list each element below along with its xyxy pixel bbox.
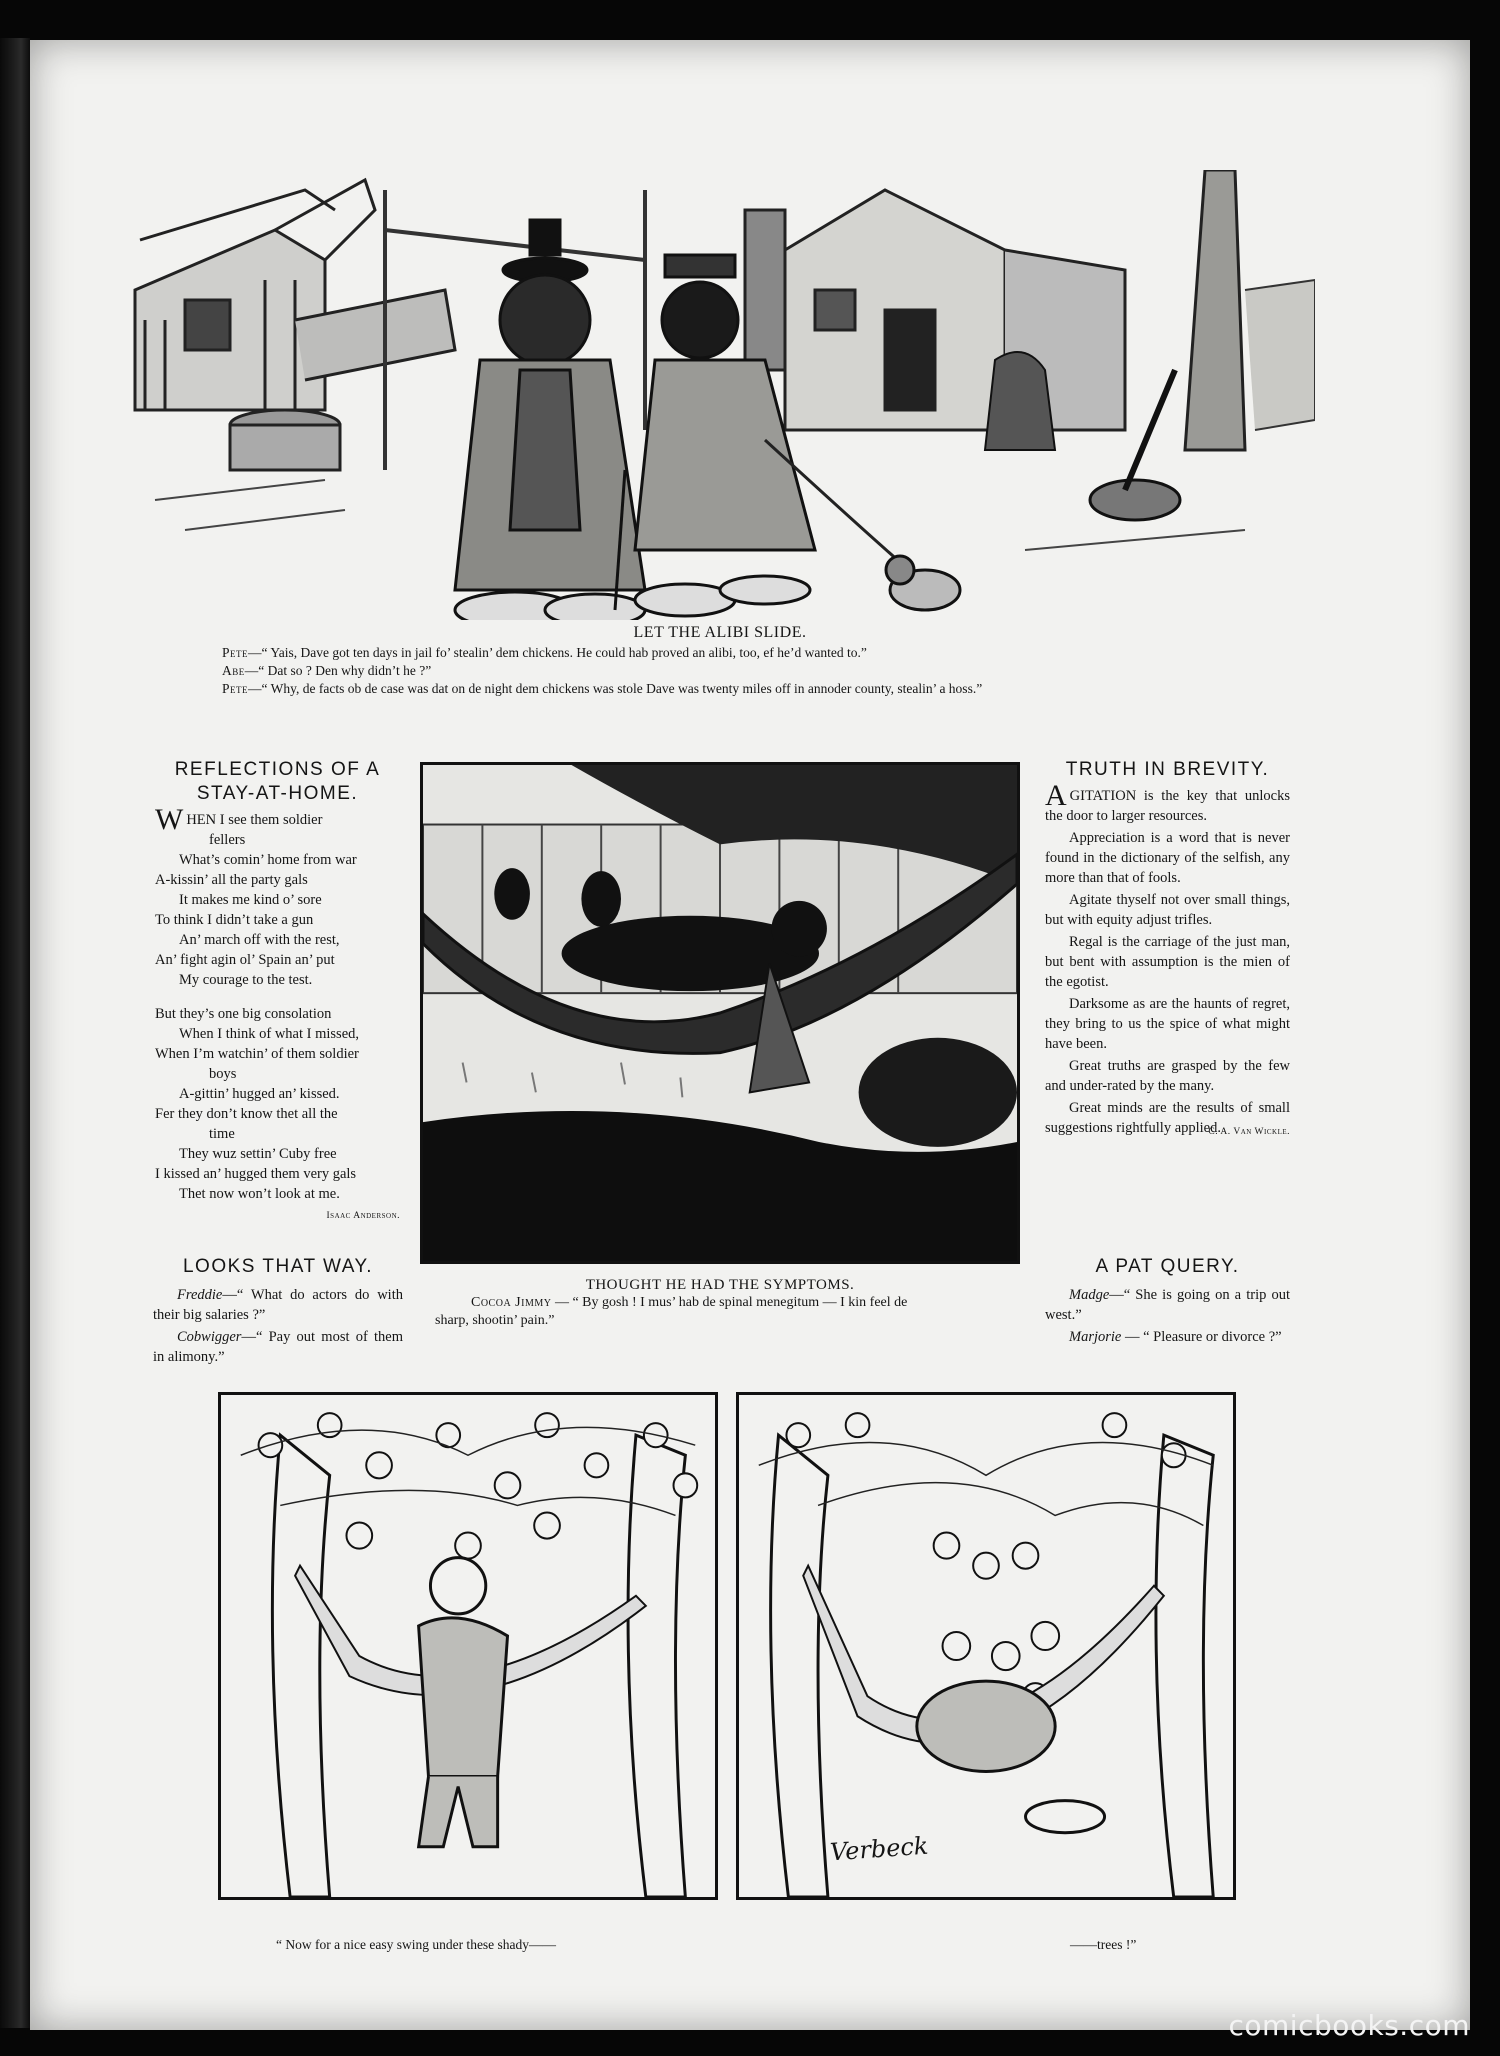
pat-text: — “ Pleasure or divorce ?” — [1121, 1329, 1282, 1345]
truth-paragraph: Appreciation is a word that is never found in the dictionary of the selfish, any more than that of fools. — [1045, 830, 1290, 886]
apple-tree-panel-left — [218, 1392, 718, 1900]
apple-tree-panel-right — [736, 1392, 1236, 1900]
truth-first-para — [1045, 779, 1290, 826]
truth-in-brevity-column — [1045, 758, 1290, 1142]
looks-line-1 — [153, 1285, 403, 1325]
truth-title: TRUTH IN BREVITY. — [1065, 759, 1270, 780]
poem-first-text: HEN I see them soldier — [186, 812, 323, 828]
poem-line: What’s comin’ home from war — [179, 852, 357, 868]
poem-first-line — [155, 803, 400, 836]
poem-title-line-1: REFLECTIONS OF A — [174, 759, 381, 780]
poem-line: But they’s one big consolation — [155, 1006, 332, 1022]
pat-line-1 — [1045, 1285, 1290, 1325]
pat-line-2 — [1045, 1327, 1290, 1347]
poem-line: When I’m watchin’ of them soldier — [155, 1046, 359, 1062]
poem-line: time — [209, 1126, 235, 1142]
looks-text: —“ What do actors do with their big salaries ?” — [153, 1287, 403, 1323]
speaker-name: Marjorie — [1069, 1329, 1122, 1345]
magazine-page — [30, 40, 1470, 2030]
poem-line: A-kissin’ all the party gals — [155, 872, 308, 888]
speaker-name: Cocoa Jimmy — [471, 1295, 552, 1310]
pat-title: A PAT QUERY. — [1095, 1256, 1240, 1277]
poem-stanza-2 — [155, 1004, 400, 1204]
poem-line: An’ march off with the rest, — [179, 932, 340, 948]
artist-signature: Verbeck — [829, 1831, 930, 1867]
bottom-caption-right: ——trees !” — [1070, 1937, 1137, 1952]
dialogue-line — [435, 1294, 1025, 1312]
bottom-caption-left: “ Now for a nice easy swing under these shady—— — [276, 1937, 557, 1952]
truth-author: C. A. Van Wickle. — [1208, 1127, 1290, 1137]
poem-line: Fer they don’t know thet all the — [155, 1106, 338, 1122]
alibi-cartoon-title: LET THE ALIBI SLIDE. — [633, 624, 807, 641]
left-column — [155, 758, 400, 1226]
poem-line: fellers — [209, 832, 246, 848]
truth-paragraph: Great minds are the results of small suggestions rightfully applied. — [1045, 1100, 1290, 1136]
truth-paragraph: Agitate thyself not over small things, but with equity adjust trifles. — [1045, 892, 1290, 928]
poem-dropcap: W — [155, 803, 184, 836]
poem-line: boys — [209, 1066, 237, 1082]
poem-author: Isaac Anderson. — [326, 1211, 400, 1221]
dialogue-line — [222, 680, 1322, 698]
truth-first-text: GITATION is the key that unlocks the door to larger resources. — [1045, 788, 1290, 824]
pat-text: —“ She is going on a trip out west.” — [1045, 1287, 1290, 1323]
dialogue-text: —“ Why, de facts ob de case was dat on de night dem chickens was stole Dave was twenty miles off in annoder county, stealin’ a hoss.” — [248, 681, 983, 696]
dialogue-text: —“ Dat so ? Den why didn’t he ?” — [244, 663, 432, 678]
a-pat-query-column — [1045, 1255, 1290, 1349]
poem-title — [155, 758, 400, 806]
book-binding-edge — [0, 38, 30, 2028]
truth-paragraph: Regal is the carriage of the just man, but bent with assumption is the mien of the egotist. — [1045, 934, 1290, 990]
poem-line: When I think of what I missed, — [179, 1026, 360, 1042]
truth-dropcap: A — [1045, 779, 1067, 812]
hammock-cartoon-title: THOUGHT HE HAD THE SYMPTOMS. — [585, 1277, 855, 1293]
dialogue-text: —“ Yais, Dave got ten days in jail fo’ stealin’ dem chickens. He could hab proved an alibi, too, ef he’d wanted to.” — [248, 645, 867, 660]
dialogue-line — [222, 662, 1322, 680]
poem-line: They wuz settin’ Cuby free — [179, 1146, 337, 1162]
speaker-name: Madge — [1069, 1287, 1110, 1303]
poem-line: My courage to the test. — [179, 972, 313, 988]
alibi-cartoon-dialogue — [222, 644, 1322, 698]
poem-line: A-gittin’ hugged an’ kissed. — [179, 1086, 340, 1102]
speaker-name: Abe — [222, 663, 245, 678]
alibi-cartoon-illustration — [125, 170, 1315, 620]
site-watermark: comicbooks.com — [1228, 2009, 1470, 2042]
poem-stanza-1 — [155, 830, 400, 990]
poem-line: I kissed an’ hugged them very gals — [155, 1166, 357, 1182]
looks-text: —“ Pay out most of them in alimony.” — [153, 1329, 403, 1365]
speaker-name: Pete — [222, 681, 249, 696]
poem-line: It makes me kind o’ sore — [179, 892, 322, 908]
truth-paragraph: Great truths are grasped by the few and under-rated by the many. — [1045, 1058, 1290, 1094]
looks-that-way-column — [153, 1255, 403, 1369]
poem-line: An’ fight agin ol’ Spain an’ put — [155, 952, 335, 968]
hammock-cartoon-illustration — [420, 762, 1020, 1264]
poem-line: Thet now won’t look at me. — [179, 1186, 340, 1202]
speaker-name: Pete — [222, 645, 249, 660]
hammock-cartoon-dialogue — [435, 1294, 1025, 1330]
poem-title-line-2: STAY-AT-HOME. — [196, 783, 359, 804]
truth-paragraph: Darksome as are the haunts of regret, they bring to us the spice of what might have been. — [1045, 996, 1290, 1052]
dialogue-line: sharp, shootin’ pain.” — [435, 1313, 555, 1328]
looks-title: LOOKS THAT WAY. — [182, 1256, 374, 1277]
speaker-name: Cobwigger — [177, 1329, 242, 1345]
dialogue-text: — “ By gosh ! I mus’ hab de spinal menegitum — I kin feel de — [551, 1295, 908, 1310]
looks-line-2 — [153, 1327, 403, 1367]
poem-line: To think I didn’t take a gun — [155, 912, 314, 928]
truth-paragraphs — [1045, 828, 1290, 1138]
dialogue-line — [222, 644, 1322, 662]
speaker-name: Freddie — [177, 1287, 223, 1303]
